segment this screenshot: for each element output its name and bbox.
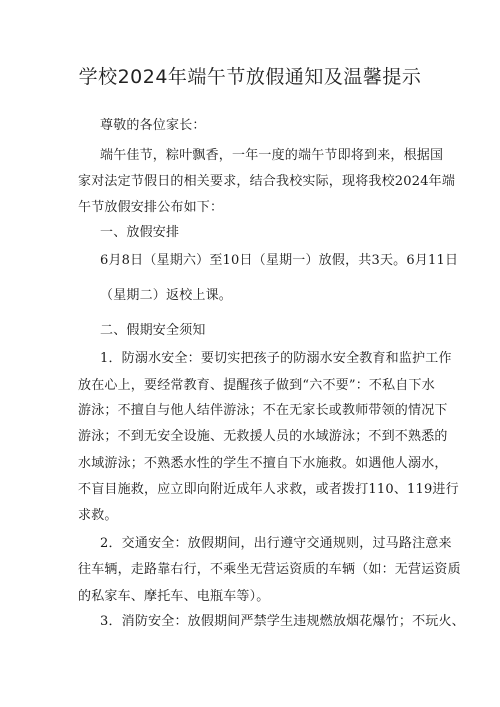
item1-line-2: 放在心上，要经常教育、提醒孩子做到“六不要”：不私自下水 <box>78 378 435 393</box>
item1-line-3: 游泳；不擅自与他人结伴游泳；不在无家长或教师带领的情况下 <box>78 403 448 418</box>
item2-line-3: 的私家车、摩托车、电瓶车等）。 <box>78 589 270 604</box>
salutation: 尊敬的各位家长： <box>100 118 206 133</box>
item1-line-4: 游泳；不到无安全设施、无救援人员的水域游泳；不到不熟悉的 <box>78 429 448 444</box>
schedule-line-2: （星期二）返校上课。 <box>100 288 233 303</box>
item2-line-1: 2．交通安全：放假期间，出行遵守交通规则，过马路注意来 <box>100 536 452 551</box>
item2-line-2: 往车辆，走路靠右行，不乘坐无营运资质的车辆（如：无营运资质 <box>78 562 461 577</box>
item1-line-1: 1．防溺水安全：要切实把孩子的防溺水安全教育和监护工作 <box>100 351 452 366</box>
schedule-line-1: 6月8日（星期六）至10日（星期一）放假，共3天。6月11日 <box>100 253 459 268</box>
item3-line-1: 3．消防安全：放假期间严禁学生违规燃放烟花爆竹；不玩火、 <box>100 614 465 629</box>
intro-line-2: 家对法定节假日的相关要求，结合我校实际，现将我校2024年端 <box>78 174 456 189</box>
section-heading-schedule: 一、放假安排 <box>100 225 180 240</box>
intro-line-3: 午节放假安排公布如下： <box>78 200 224 215</box>
item1-line-7: 求救。 <box>78 508 118 523</box>
item1-line-5: 水域游泳；不熟悉水性的学生不擅自下水施救。如遇他人溺水， <box>78 456 448 471</box>
document-title: 学校2024年端午节放假通知及温馨提示 <box>78 66 422 88</box>
intro-line-1: 端午佳节，粽叶飘香，一年一度的端午节即将到来，根据国 <box>100 148 444 163</box>
item1-line-6: 不盲目施救，应立即向附近成年人求救，或者拨打110、119进行 <box>78 482 459 497</box>
section-heading-safety: 二、假期安全须知 <box>100 323 206 338</box>
